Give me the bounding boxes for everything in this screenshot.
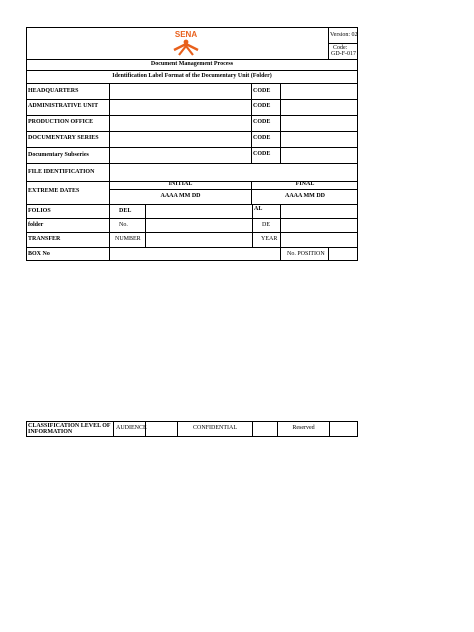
production-office-label: PRODUCTION OFFICE <box>28 119 94 125</box>
format-title: Identification Label Format of the Documentary Unit (Folder) <box>112 73 272 79</box>
box-no-field[interactable] <box>110 248 280 261</box>
headquarters-code-label: CODE <box>253 88 271 94</box>
dates-subheader-divider <box>110 189 358 190</box>
confidential-label: CONFIDENTIAL <box>193 425 237 431</box>
classification-level-label: CLASSIFICATION LEVEL OF INFORMATION <box>28 423 111 435</box>
file-identification-label: FILE IDENTIFICATION <box>28 169 95 175</box>
folder-no-label: No. <box>119 222 128 228</box>
process-title: Document Management Process <box>150 61 234 67</box>
folder-de-label: DE <box>262 222 270 228</box>
transfer-year-label: YEAR <box>261 236 278 242</box>
final-date-format: AAAA MM DD <box>285 193 325 199</box>
headquarters-code-field[interactable] <box>281 84 358 99</box>
folios-label: FOLIOS <box>28 208 51 214</box>
folder-label: folder <box>28 222 44 228</box>
administrative-unit-field[interactable] <box>110 100 251 115</box>
reserved-checkbox[interactable] <box>330 422 358 436</box>
transfer-number-field[interactable] <box>146 233 252 247</box>
code-label: Code: <box>333 45 348 51</box>
administrative-unit-label: ADMINISTRATIVE UNIT <box>28 103 99 109</box>
documentary-series-code-label: CODE <box>253 135 271 141</box>
administrative-unit-code-field[interactable] <box>281 100 358 115</box>
file-identification-field[interactable] <box>110 164 358 181</box>
transfer-year-field[interactable] <box>281 233 358 247</box>
administrative-unit-code-label: CODE <box>253 103 271 109</box>
documentary-series-field[interactable] <box>110 132 251 147</box>
production-office-code-label: CODE <box>253 119 271 125</box>
documentary-series-label: DOCUMENTARY SERIES <box>28 135 99 141</box>
documentary-subseries-label: Documentary Subseries <box>28 152 89 158</box>
folder-total-field[interactable] <box>281 219 358 232</box>
code-value: GD-F-017 <box>331 51 356 57</box>
classification-divider <box>113 421 114 437</box>
initial-date-format: AAAA MM DD <box>160 193 201 199</box>
headquarters-label: HEADQUARTERS <box>28 88 79 94</box>
position-field[interactable] <box>329 248 358 261</box>
row-divider <box>26 59 358 60</box>
transfer-label: TRANSFER <box>28 236 61 242</box>
headquarters-field[interactable] <box>110 84 251 99</box>
logo-text: SENA <box>174 30 198 39</box>
transfer-number-label: NUMBER <box>115 236 141 242</box>
initial-label: INITIAL <box>168 181 193 187</box>
final-label: FINAL <box>295 181 315 187</box>
header-divider <box>328 43 358 44</box>
row-divider <box>26 70 358 71</box>
folios-from-field[interactable] <box>146 205 252 218</box>
reserved-label: Reserved <box>292 425 315 431</box>
sena-logo <box>167 28 205 58</box>
sena-logo-icon <box>167 28 205 58</box>
box-divider <box>280 247 281 261</box>
no-position-label: No. POSITION <box>287 251 325 257</box>
documentary-subseries-field[interactable] <box>110 148 251 163</box>
audience-checkbox[interactable] <box>146 422 177 436</box>
documentary-subseries-code-field[interactable] <box>281 148 358 163</box>
folios-del-label: DEL <box>119 208 132 214</box>
folios-to-field[interactable] <box>281 205 358 218</box>
folder-number-field[interactable] <box>146 219 252 232</box>
confidential-checkbox[interactable] <box>253 422 277 436</box>
folios-al-label: AL <box>254 206 263 212</box>
sub-column-divider <box>252 204 253 247</box>
audience-label: AUDIENCE <box>116 425 147 431</box>
documentary-series-code-field[interactable] <box>281 132 358 147</box>
production-office-field[interactable] <box>110 116 251 131</box>
box-no-label: BOX No <box>28 251 50 257</box>
documentary-subseries-code-label: CODE <box>253 151 271 157</box>
production-office-code-field[interactable] <box>281 116 358 131</box>
extreme-dates-label: EXTREME DATES <box>28 188 80 194</box>
code-column-divider <box>251 83 252 163</box>
version-label: Version: 02 <box>330 32 358 38</box>
